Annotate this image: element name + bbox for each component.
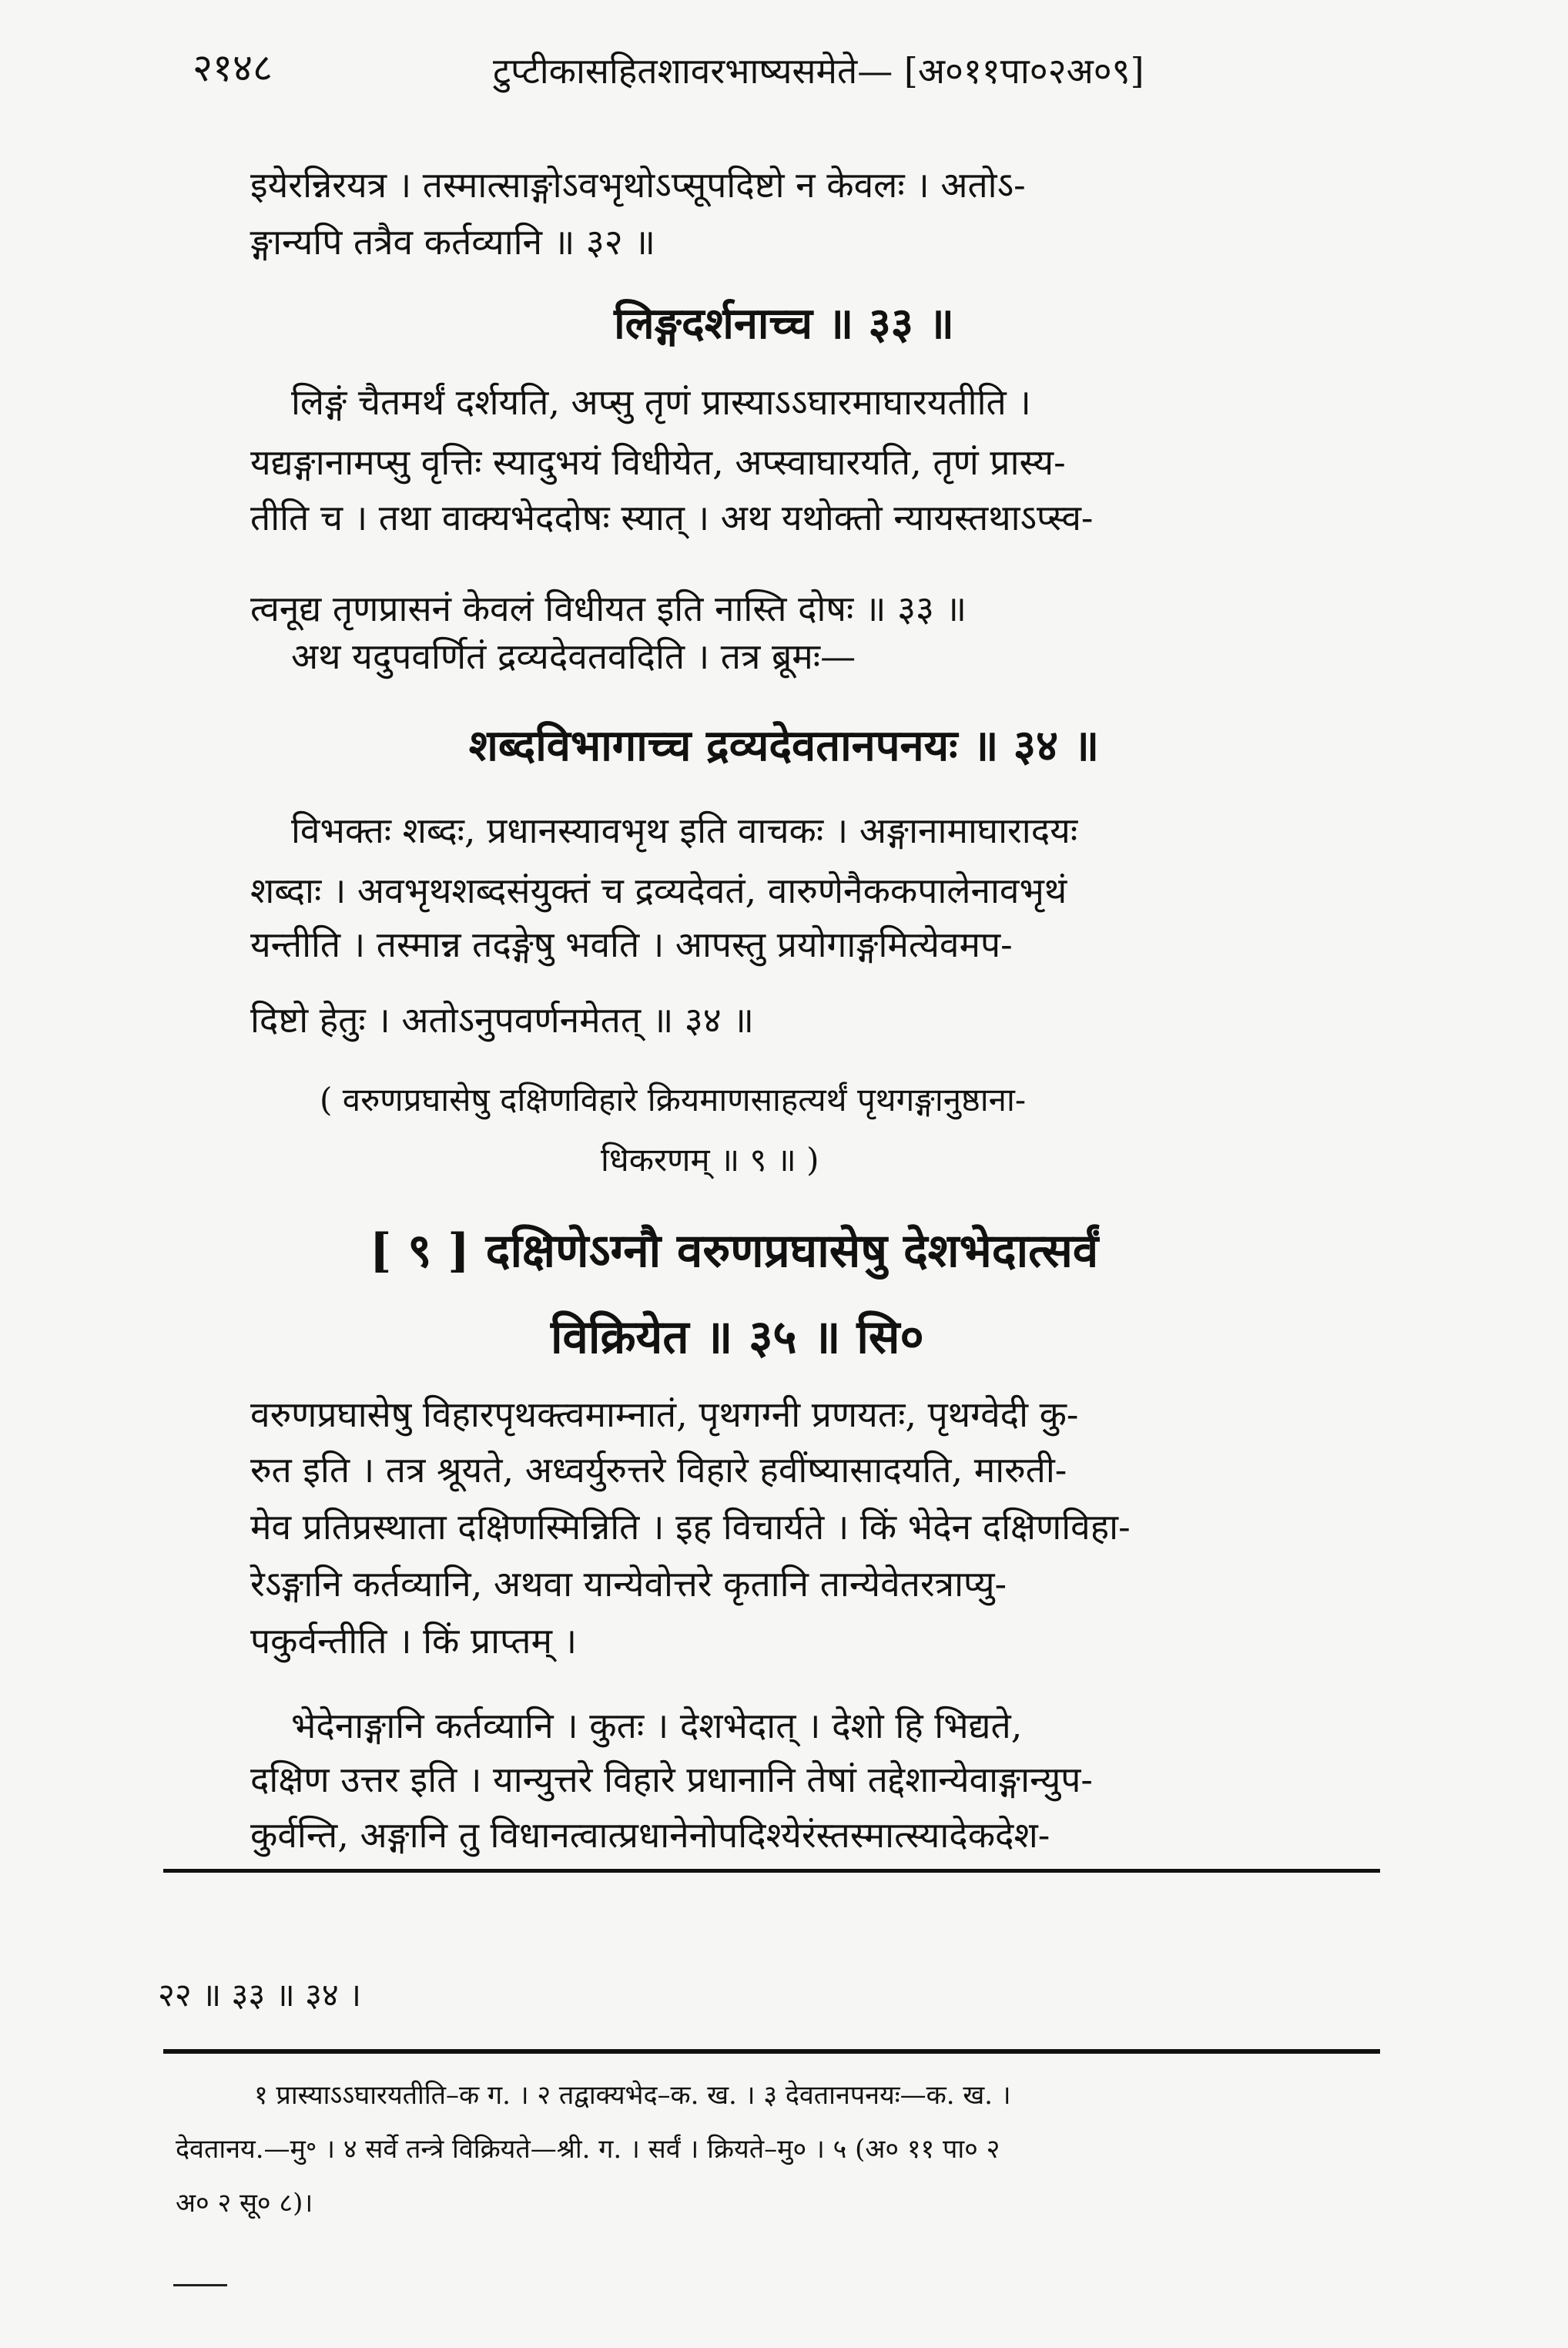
sutra-heading: [ ९ ] दक्षिणेऽग्नौ वरुणप्रघासेषु देशभेदात्सर्वं <box>370 1224 1099 1278</box>
text-line: ङ्गान्यपि तत्रैव कर्तव्यानि ॥ ३२ ॥ <box>250 221 655 263</box>
text-line: अथ यदुपवर्णितं द्रव्यदेवतवदिति । तत्र ब्रूमः— <box>291 636 856 677</box>
text-line: दिष्टो हेतुः । अतोऽनुपवर्णनमेतत् ॥ ३४ ॥ <box>250 999 754 1041</box>
footnote-divider <box>163 1869 1380 1873</box>
text-line: इयेरन्निरयत्र । तस्मात्साङ्गोऽवभृथोऽप्सूपदिष्टो न केवलः । अतोऽ- <box>250 164 1026 206</box>
text-line: विभक्तः शब्दः, प्रधानस्यावभृथ इति वाचकः । अङ्गानामाघारादयः <box>291 810 1078 851</box>
adhikarana-title: धिकरणम् ॥ ९ ॥ ) <box>601 1141 819 1179</box>
text-line: त्वनूद्य तृणप्रासनं केवलं विधीयत इति नास्ति दोषः ॥ ३३ ॥ <box>250 588 967 629</box>
text-line: तीति च । तथा वाक्यभेददोषः स्यात् । अथ यथोक्तो न्यायस्तथाऽप्स्व- <box>250 497 1094 538</box>
text-line: यद्यङ्गानामप्सु वृत्तिः स्यादुभयं विधीयेत, अप्स्वाघारयति, तृणं प्रास्य- <box>250 441 1066 483</box>
text-line: लिङ्गं चैतमर्थं दर्शयति, अप्सु तृणं प्रास्याऽऽघारमाघारयतीति । <box>291 381 1031 423</box>
text-line: कुर्वन्ति, अङ्गानि तु विधानत्वात्प्रधानेनोपदिश्येरंस्तस्मात्स्यादेकदेश- <box>250 1814 1050 1856</box>
footnote-line: १ प्रास्याऽऽघारयतीति–क ग. । २ तद्वाक्यभेद–क. ख. । ३ देवतानपनयः—क. ख. । <box>254 2080 1011 2111</box>
page-number: २१४८ <box>193 45 273 90</box>
sutra-heading: विक्रियेत ॥ ३५ ॥ सि० <box>551 1310 924 1364</box>
sutra-heading: शब्दविभागाच्च द्रव्यदेवतानपनयः ॥ ३४ ॥ <box>468 720 1100 771</box>
footnote-references: २२ ॥ ३३ ॥ ३४ । <box>158 1976 362 2014</box>
text-line: वरुणप्रघासेषु विहारपृथक्त्वमाम्नातं, पृथगग्नी प्रणयतः, पृथग्वेदी कु- <box>250 1394 1079 1435</box>
text-line: शब्दाः । अवभृथशब्दसंयुक्तं च द्रव्यदेवतं, वारुणेनैककपालेनावभृथं <box>250 870 1067 911</box>
text-line: दक्षिण उत्तर इति । यान्युत्तरे विहारे प्रधानानि तेषां तद्देशान्येवाङ्गान्युप- <box>250 1759 1093 1800</box>
footnote-divider <box>163 2049 1380 2054</box>
text-line: पकुर्वन्तीति । किं प्राप्तम् । <box>250 1620 578 1662</box>
footnote-line: देवतानय.—मु॰ । ४ सर्वे तन्त्रे विक्रियते—श्री. ग. । सर्वं । क्रियते–मु० । ५ (अ० ११ पा० २ <box>176 2134 1000 2165</box>
adhikarana-title: ( वरुणप्रघासेषु दक्षिणविहारे क्रियमाणसाहत्यर्थं पृथगङ्गानुष्ठाना- <box>320 1081 1027 1119</box>
text-line: भेदेनाङ्गानि कर्तव्यानि । कुतः । देशभेदात् । देशो हि भिद्यते, <box>291 1705 1023 1746</box>
text-line: रेऽङ्गानि कर्तव्यानि, अथवा यान्येवोत्तरे कृतानि तान्येवेतरत्राप्यु- <box>250 1563 1007 1605</box>
text-line: मेव प्रतिप्रस्थाता दक्षिणस्मिन्निति । इह विचार्यते । किं भेदेन दक्षिणविहा- <box>250 1506 1131 1548</box>
text-line: यन्तीति । तस्मान्न तदङ्गेषु भवति । आपस्तु प्रयोगाङ्गमित्येवमप- <box>250 924 1013 965</box>
footnote-line: अ० २ सू० ८)। <box>176 2188 313 2219</box>
text-line: रुत इति । तत्र श्रूयते, अध्वर्युरुत्तरे विहारे हवींष्यासादयति, मारुती- <box>250 1449 1067 1491</box>
end-mark <box>173 2284 227 2286</box>
sutra-heading: लिङ्गदर्शनाच्च ॥ ३३ ॥ <box>614 298 954 349</box>
running-title: टुप्टीकासहितशावरभाष्यसमेते— [अ०११पा०२अ०९] <box>493 50 1144 92</box>
